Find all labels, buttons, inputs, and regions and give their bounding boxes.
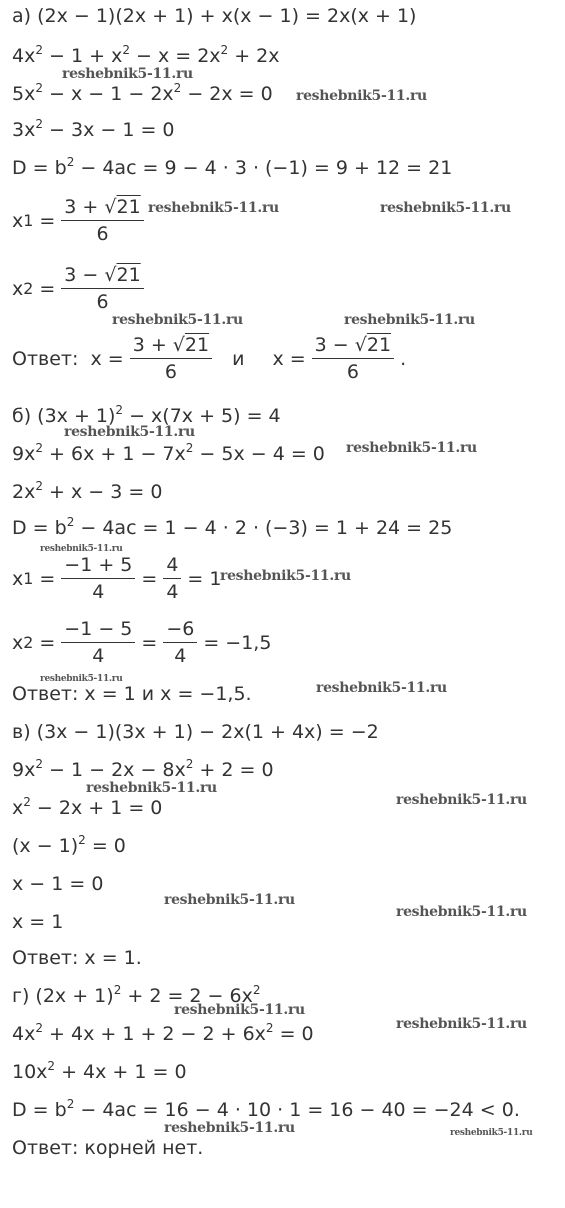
watermark: reshebnik5-11.ru [380,200,511,216]
watermark: reshebnik5-11.ru [40,674,123,684]
watermark: reshebnik5-11.ru [174,1002,305,1018]
line-b3: $D = b^2 - 4ac = 1 - 4 \cdot 2 \cdot (-3) = 1 + 24 = 25$ [12,515,453,539]
task-v: в) (3x − 1)(3x + 1) − 2x(1 + 4x) = −2 [12,721,379,743]
watermark: reshebnik5-11.ru [148,200,279,216]
watermark: reshebnik5-11.ru [296,88,427,104]
watermark: reshebnik5-11.ru [346,440,477,456]
answer-b: Ответ: x = 1 и x = −1,5. [12,683,252,705]
task-g: г) $(2x + 1)^2 + 2 = 2 - 6x^2$ [12,983,261,1007]
watermark: reshebnik5-11.ru [450,1128,533,1138]
fraction: $\frac{-1 + 5}{4}$ [61,554,135,603]
line-a1: $4x^2 - 1 + x^2 - x = 2x^2 + 2x$ [12,43,280,67]
watermark: reshebnik5-11.ru [396,904,527,920]
answer-a: Ответ: x = $\frac{3 + √21}{6}$ и x = $\frac{3 - √21}{6}$ . [12,334,407,383]
fraction: $\frac{3 + √21}{6}$ [61,196,143,245]
line-v1: $9x^2 - 1 - 2x - 8x^2 + 2 = 0$ [12,757,274,781]
fraction: $\frac{3 - √21}{6}$ [61,264,143,313]
fraction: $\frac{4}{4}$ [163,554,181,603]
root-b-x1: x 1 = $\frac{-1 + 5}{4}$ = $\frac{4}{4}$ = 1 [12,554,222,603]
line-a4: $D = b^2 - 4ac = 9 - 4 \cdot 3 \cdot (-1) = 9 + 12 = 21$ [12,155,453,179]
line-v2: $x^2 - 2x + 1 = 0$ [12,795,163,819]
watermark: reshebnik5-11.ru [64,424,195,440]
fraction: $\frac{3 - √21}{6}$ [312,334,394,383]
line-b1: $9x^2 + 6x + 1 - 7x^2 - 5x - 4 = 0$ [12,441,325,465]
watermark: reshebnik5-11.ru [164,892,295,908]
answer-v: Ответ: x = 1. [12,947,142,969]
watermark: reshebnik5-11.ru [316,680,447,696]
watermark: reshebnik5-11.ru [396,792,527,808]
watermark: reshebnik5-11.ru [164,1120,295,1136]
task-a: а) (2x − 1)(2x + 1) + x(x − 1) = 2x(x + 1) [12,5,417,27]
root-a-x1: x 1 = $\frac{3 + √21}{6}$ [12,196,150,245]
fraction: $\frac{-1 - 5}{4}$ [61,618,135,667]
fraction: $\frac{-6}{4}$ [163,618,197,667]
line-b2: $2x^2 + x - 3 = 0$ [12,479,163,503]
answer-g: Ответ: корней нет. [12,1137,204,1159]
line-a2: $5x^2 - x - 1 - 2x^2 - 2x = 0$ [12,81,273,105]
watermark: reshebnik5-11.ru [112,312,243,328]
watermark: reshebnik5-11.ru [344,312,475,328]
root-a-x2: x 2 = $\frac{3 - √21}{6}$ [12,264,150,313]
watermark: reshebnik5-11.ru [220,568,351,584]
watermark: reshebnik5-11.ru [86,780,217,796]
fraction: $\frac{3 + √21}{6}$ [130,334,212,383]
watermark: reshebnik5-11.ru [396,1016,527,1032]
line-v3: $(x - 1)^2 = 0$ [12,833,126,857]
line-g1: $4x^2 + 4x + 1 + 2 - 2 + 6x^2 = 0$ [12,1021,314,1045]
line-v4: x − 1 = 0 [12,873,104,895]
task-b: б) $(3x + 1)^2 - x(7x + 5) = 4$ [12,403,281,427]
line-a3: $3x^2 - 3x - 1 = 0$ [12,117,175,141]
root-b-x2: x 2 = $\frac{-1 - 5}{4}$ = $\frac{-6}{4}$ = −1,5 [12,618,272,667]
line-g3: $D = b^2 - 4ac = 16 - 4 \cdot 10 \cdot 1 = 16 - 40 = -24 < 0$. [12,1097,520,1121]
line-v5: x = 1 [12,911,64,933]
line-g2: $10x^2 + 4x + 1 = 0$ [12,1059,187,1083]
watermark: reshebnik5-11.ru [40,544,123,554]
watermark: reshebnik5-11.ru [62,66,193,82]
